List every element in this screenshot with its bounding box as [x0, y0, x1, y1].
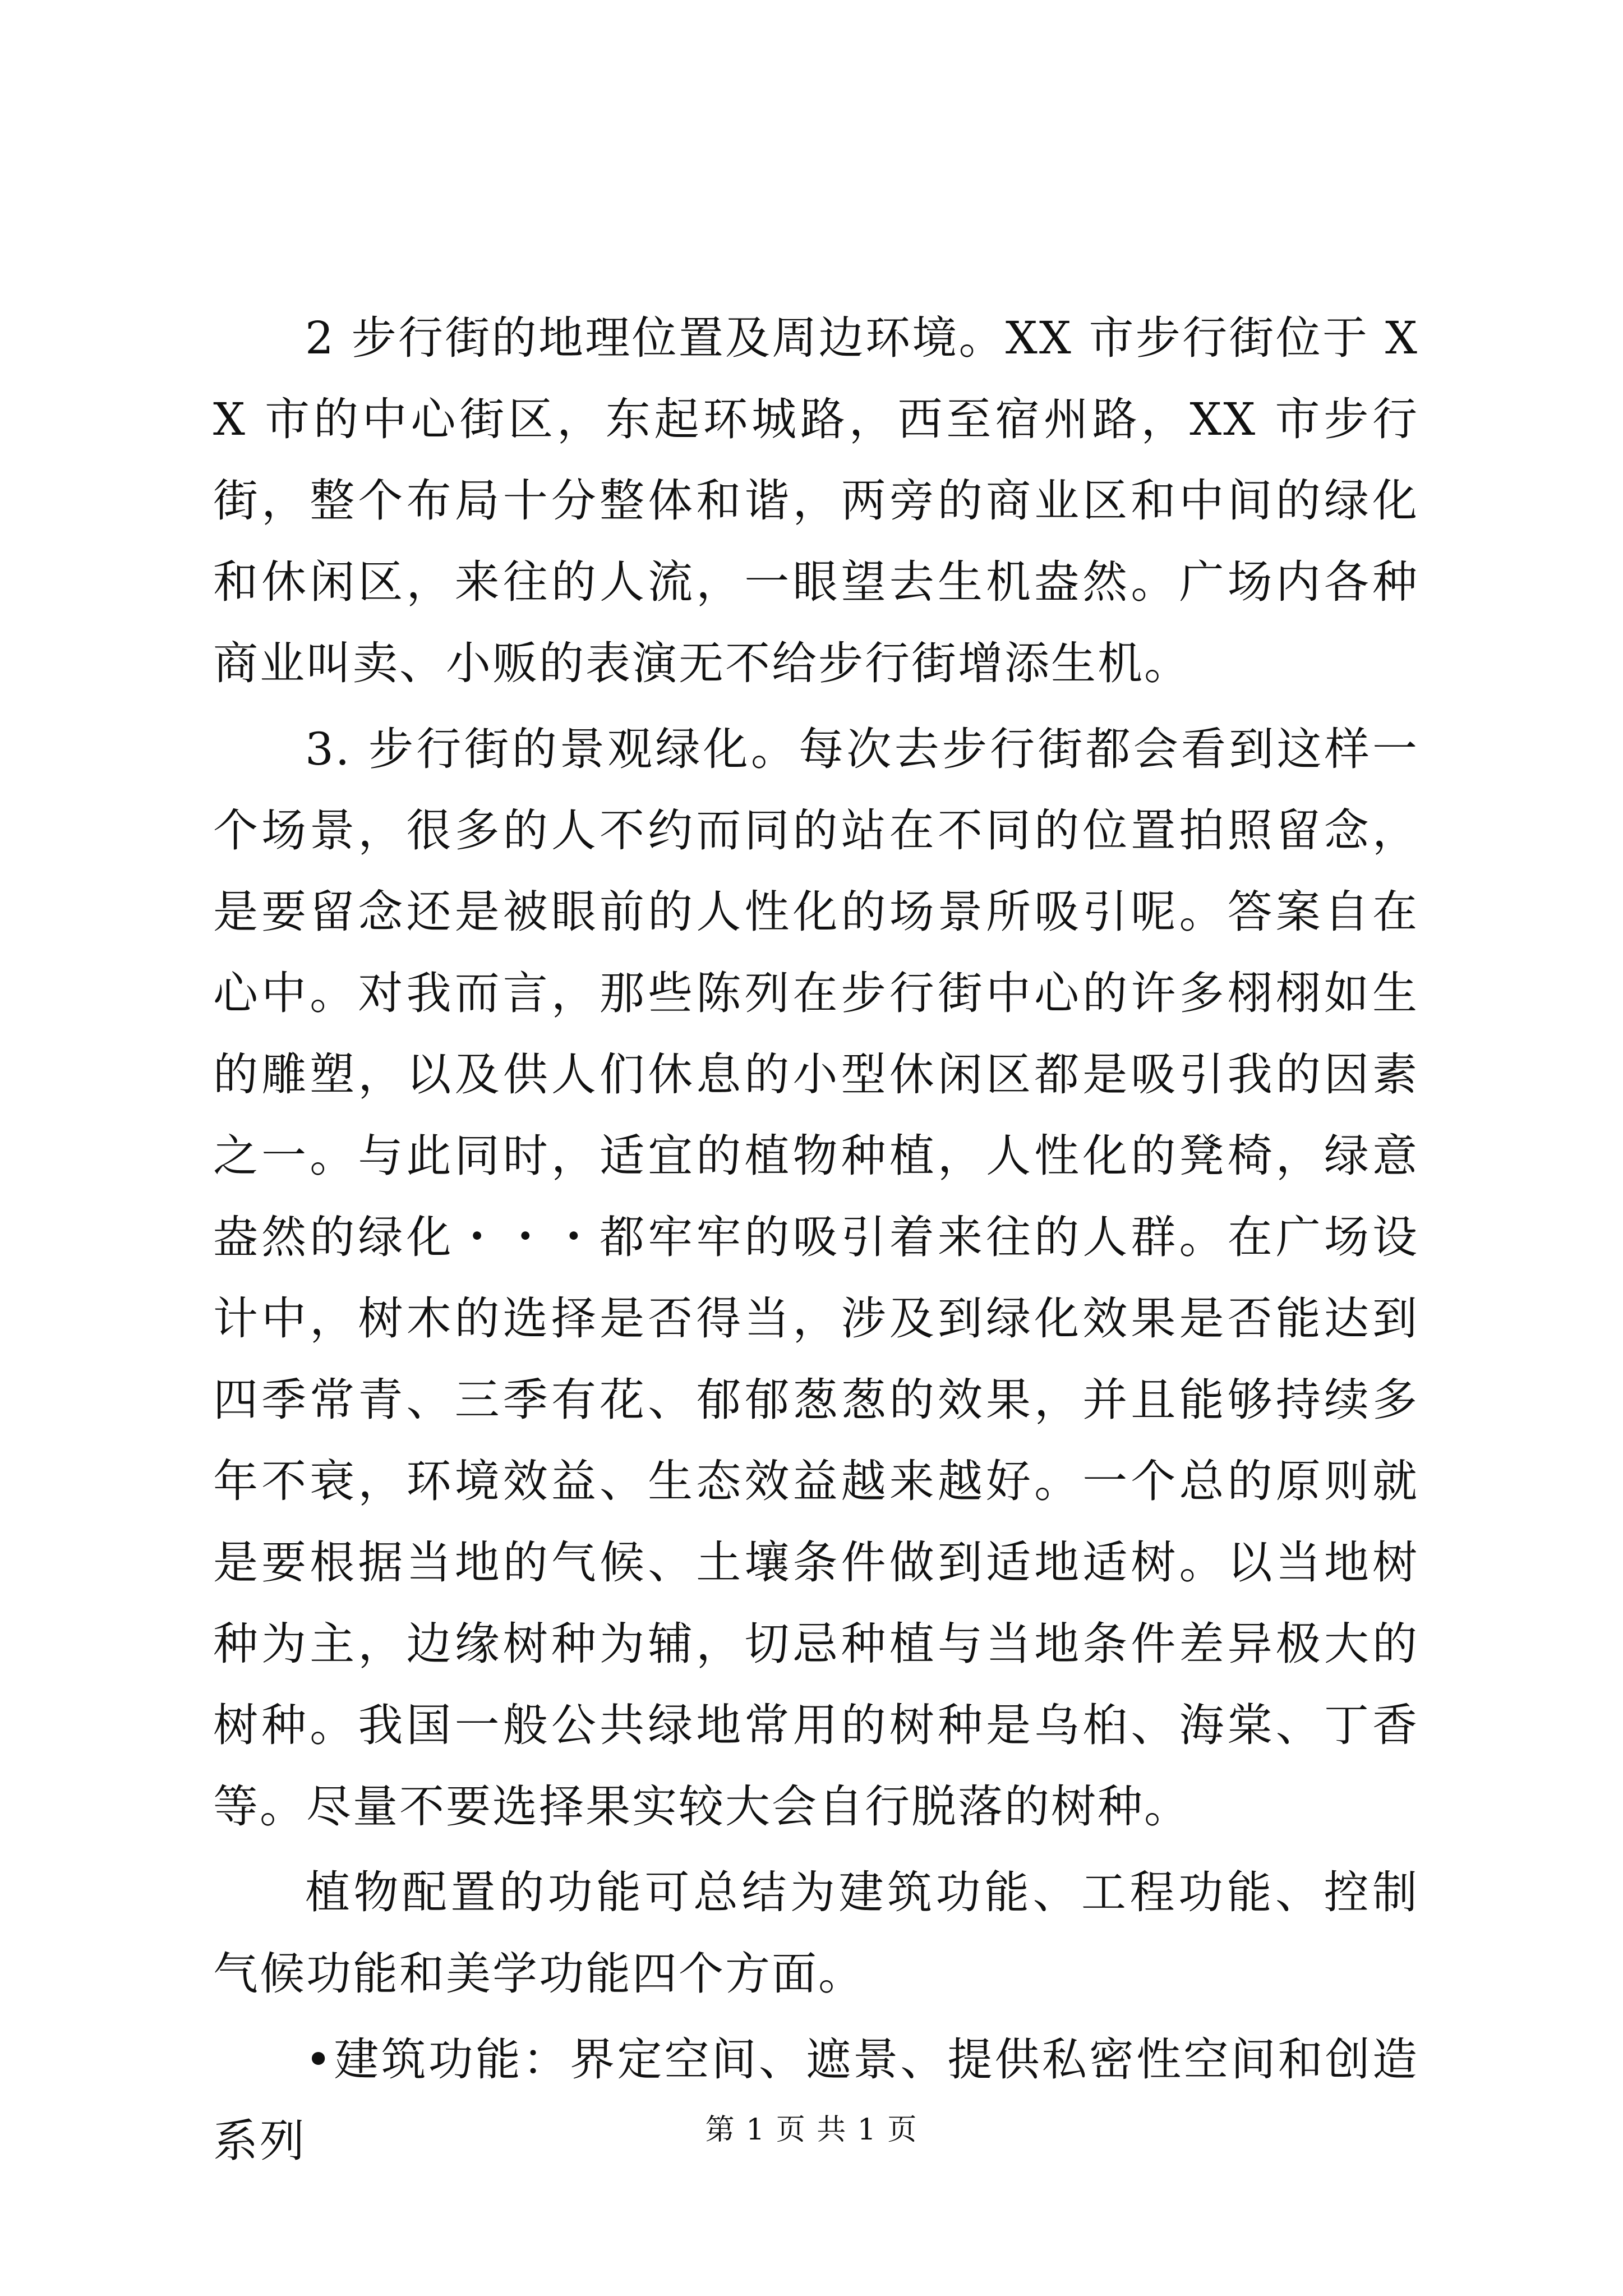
paragraph-gap — [213, 704, 1419, 708]
document-body — [213, 297, 1419, 2182]
paragraph-architectural-function: •建筑功能：界定空间、遮景、提供私密性空间和创造系列 — [213, 2033, 1419, 2167]
paragraph-plant-functions: 植物配置的功能可总结为建筑功能、工程功能、控制气候功能和美学功能四个方面。 — [213, 1866, 1419, 2000]
page-footer: 第 1 页 共 1 页 — [705, 2113, 918, 2147]
paragraph-landscaping: 3. 步行街的景观绿化。每次去步行街都会看到这样一个场景，很多的人不约而同的站在不同的位置拍照留念，是要留念还是被眼前的人性化的场景所吸引呢。答案自在心中。对我而言，那些陈列在步行街中心的许多栩栩如生的雕塑，以及供人们休息的小型休闲区都是吸引我的因素之一。与此同时，适宜的植物种植，人性化的凳椅，绿意盎然的绿化・・・都牢牢的吸引着来往的人群。在广场设计中，树木的选择是否得当，涉及到绿化效果是否能达到四季常青、三季有花、郁郁葱葱的效果，并且能够持续多年不衰，环境效益、生态效益越来越好。一个总的原则就是要根据当地的气候、土壤条件做到适地适树。以当地树种为主，边缘树种为辅，切忌种植与当地条件差异极大的树种。我国一般公共绿地常用的树种是乌桕、海棠、丁香等。尽量不要选择果实较大会自行脱落的树种。 — [213, 723, 1419, 1833]
paragraph-gap — [213, 2014, 1419, 2019]
paragraph-gap — [213, 1847, 1419, 1852]
paragraph-location: 2 步行街的地理位置及周边环境。XX 市步行街位于 XX 市的中心街区，东起环城路，西至宿州路，XX 市步行街，整个布局十分整体和谐，两旁的商业区和中间的绿化和休闲区，来往的人流，一眼望去生机盎然。广场内各种商业叫卖、小贩的表演无不给步行街增添生机。 — [213, 312, 1419, 689]
